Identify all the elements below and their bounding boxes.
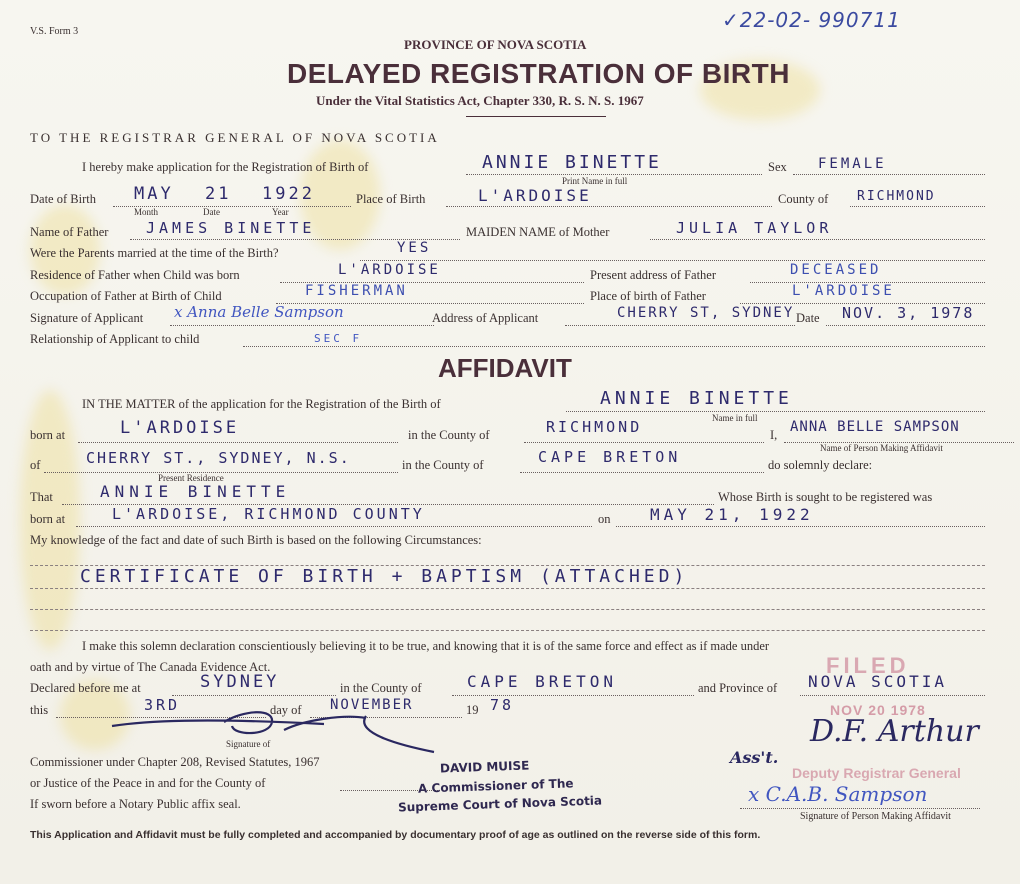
sex-value: FEMALE [818, 156, 887, 172]
year-prefix: 19 [466, 703, 479, 717]
fill-line [243, 346, 985, 347]
deputy-registrar-stamp: Deputy Registrar General [792, 765, 961, 781]
mother-value: JULIA TAYLOR [676, 219, 833, 237]
married-label: Were the Parents married at the time of the Birth? [30, 246, 279, 260]
declared-at-value: SYDNEY [200, 672, 280, 692]
father-label: Name of Father [30, 225, 109, 239]
fill-line [30, 588, 985, 589]
present-address-label: Present address of Father [590, 268, 717, 282]
page-subtitle: Under the Vital Statistics Act, Chapter 330, R. S. N. S. 1967 [316, 93, 644, 108]
fill-line [740, 808, 980, 809]
county2-label: in the County of [402, 458, 484, 472]
that-label: That [30, 490, 53, 504]
occupation-label: Occupation of Father at Birth of Child [30, 289, 222, 303]
dob-year: 1922 [262, 184, 315, 204]
fill-line [76, 526, 592, 527]
this-day-value: 3RD [144, 696, 181, 714]
county3-label: in the County of [340, 681, 422, 695]
fill-line [78, 442, 398, 443]
declare-text: do solemnly declare: [768, 458, 873, 472]
commissioner-line-3: If sworn before a Notary Public affix seal. [30, 797, 241, 811]
province-value: NOVA SCOTIA [808, 672, 947, 691]
commissioner-line-2: or Justice of the Peace in and for the County of [30, 776, 266, 790]
county-value: RICHMOND [857, 189, 936, 204]
day-of-label: day of [270, 703, 302, 717]
county3-value: CAPE BRETON [467, 672, 617, 691]
residence-hint: Present Residence [158, 473, 224, 483]
married-value: YES [397, 240, 432, 256]
born-at2-value: L'ARDOISE, RICHMOND COUNTY [112, 505, 425, 523]
month-hint: Month [134, 207, 159, 217]
province-heading: PROVINCE OF NOVA SCOTIA [404, 37, 587, 52]
addressee: TO THE REGISTRAR GENERAL OF NOVA SCOTIA [30, 130, 440, 145]
applicant-address-label: Address of Applicant [432, 311, 539, 325]
registrar-signature: D.F. Arthur [810, 714, 979, 749]
fill-line [452, 695, 694, 696]
name-hint: Print Name in full [562, 176, 628, 186]
fill-line [360, 260, 985, 261]
dob-day: 21 [205, 184, 232, 204]
deponent-hint: Name of Person Making Affidavit [820, 443, 943, 453]
county-label: County of [778, 192, 829, 206]
name-full-hint: Name in full [712, 413, 758, 423]
mother-label: MAIDEN NAME of Mother [466, 225, 610, 239]
signature-label: Signature of Applicant [30, 311, 144, 325]
registration-number: ✓22-02- 990711 [722, 8, 901, 32]
relationship-value: SEC F [314, 332, 363, 345]
on-label: on [598, 512, 611, 526]
fill-line [850, 206, 985, 207]
commissioner-stamp-name: DAVID MUISE [439, 758, 530, 776]
fill-line [826, 325, 985, 326]
page-title: DELAYED REGISTRATION OF BIRTH [287, 58, 790, 89]
in-county-label: in the County of [408, 428, 490, 442]
sig-person-hint: Signature of Person Making Affidavit [800, 811, 951, 822]
fill-line [650, 239, 985, 240]
of-label: of [30, 458, 41, 472]
applicant-address-value: CHERRY ST, SYDNEY [617, 305, 795, 321]
born-at2-label: born at [30, 512, 66, 526]
year-hint: Year [272, 207, 289, 217]
filed-stamp: FILED [826, 653, 910, 678]
fill-line [793, 174, 985, 175]
present-address-value: DECEASED [790, 262, 882, 278]
year-suffix-value: 78 [490, 696, 515, 714]
pob-value: L'ARDOISE [478, 186, 592, 205]
born-at-label: born at [30, 428, 66, 442]
pob-label: Place of Birth [356, 192, 426, 206]
filed-date: NOV 20 1978 [830, 702, 926, 718]
province-label: and Province of [698, 681, 778, 695]
affidavit-child-name: ANNIE BINETTE [600, 388, 793, 409]
father-pob-value: L'ARDOISE [792, 283, 895, 299]
whose-birth-text: Whose Birth is sought to be registered was [718, 490, 933, 504]
child-name: ANNIE BINETTE [482, 152, 662, 173]
declaration-line-1: I make this solemn declaration conscientiously believing it to be true, and knowing that it is of the same force and effect as if made under [82, 639, 770, 653]
fill-line [30, 630, 985, 631]
fill-line [466, 174, 762, 175]
relationship-label: Relationship of Applicant to child [30, 332, 200, 346]
commissioner-stamp-title: A Commissioner of The [417, 776, 574, 796]
fill-line [524, 442, 764, 443]
occupation-value: FISHERMAN [305, 283, 408, 299]
commissioner-stamp-court: Supreme Court of Nova Scotia [397, 793, 603, 815]
i-label: I, [770, 428, 778, 442]
deponent-name: ANNA BELLE SAMPSON [790, 419, 960, 435]
form-number: V.S. Form 3 [30, 26, 79, 37]
matter-label: IN THE MATTER of the application for the Registration of the Birth of [82, 397, 441, 411]
county2-value: CAPE BRETON [538, 448, 682, 466]
fill-line [170, 325, 434, 326]
footer-note: This Application and Affidavit must be fully completed and accompanied by documentary proof of age as outlined on the reverse side of this form. [30, 829, 761, 841]
fill-line [565, 325, 795, 326]
father-value: JAMES BINETTE [146, 219, 316, 237]
date-value: NOV. 3, 1978 [842, 304, 975, 322]
declared-label: Declared before me at [30, 681, 141, 695]
residence-value: L'ARDOISE [338, 262, 441, 278]
fill-line [520, 472, 764, 473]
dob-label: Date of Birth [30, 192, 96, 206]
deponent-signature: x C.A.B. Sampson [748, 782, 928, 806]
date-label: Date [796, 311, 820, 325]
on-value: MAY 21, 1922 [650, 505, 814, 524]
residence-label: Residence of Father when Child was born [30, 268, 240, 282]
fill-line [30, 609, 985, 610]
application-intro: I hereby make application for the Registration of Birth of [82, 160, 369, 174]
commissioner-line-1: Commissioner under Chapter 208, Revised Statutes, 1967 [30, 755, 320, 769]
date-hint: Date [203, 207, 220, 217]
circumstances-value: CERTIFICATE OF BIRTH + BAPTISM (ATTACHED) [80, 566, 689, 587]
signature-hint: Signature of [226, 739, 271, 749]
month-value: NOVEMBER [330, 697, 414, 713]
fill-line [566, 411, 985, 412]
this-label: this [30, 703, 49, 717]
affidavit-county: RICHMOND [546, 418, 643, 436]
deponent-residence: CHERRY ST., SYDNEY, N.S. [86, 449, 351, 467]
father-pob-label: Place of birth of Father [590, 289, 706, 303]
fill-line [616, 526, 985, 527]
born-at-value: L'ARDOISE [120, 418, 240, 438]
affidavit-heading: AFFIDAVIT [438, 353, 572, 383]
knowledge-text: My knowledge of the fact and date of such Birth is based on the following Circumstances: [30, 533, 482, 547]
asst-mark: Ass't. [730, 748, 779, 767]
dob-month: MAY [134, 184, 174, 204]
fill-line [800, 695, 985, 696]
declaration-line-2: oath and by virtue of The Canada Evidence Act. [30, 660, 271, 674]
applicant-signature: x Anna Belle Sampson [174, 303, 344, 321]
commissioner-sig-text [266, 716, 302, 725]
title-rule [466, 116, 606, 117]
sex-label: Sex [768, 160, 787, 174]
fill-line [446, 206, 772, 207]
that-name: ANNIE BINETTE [100, 482, 291, 501]
fill-line [172, 695, 336, 696]
